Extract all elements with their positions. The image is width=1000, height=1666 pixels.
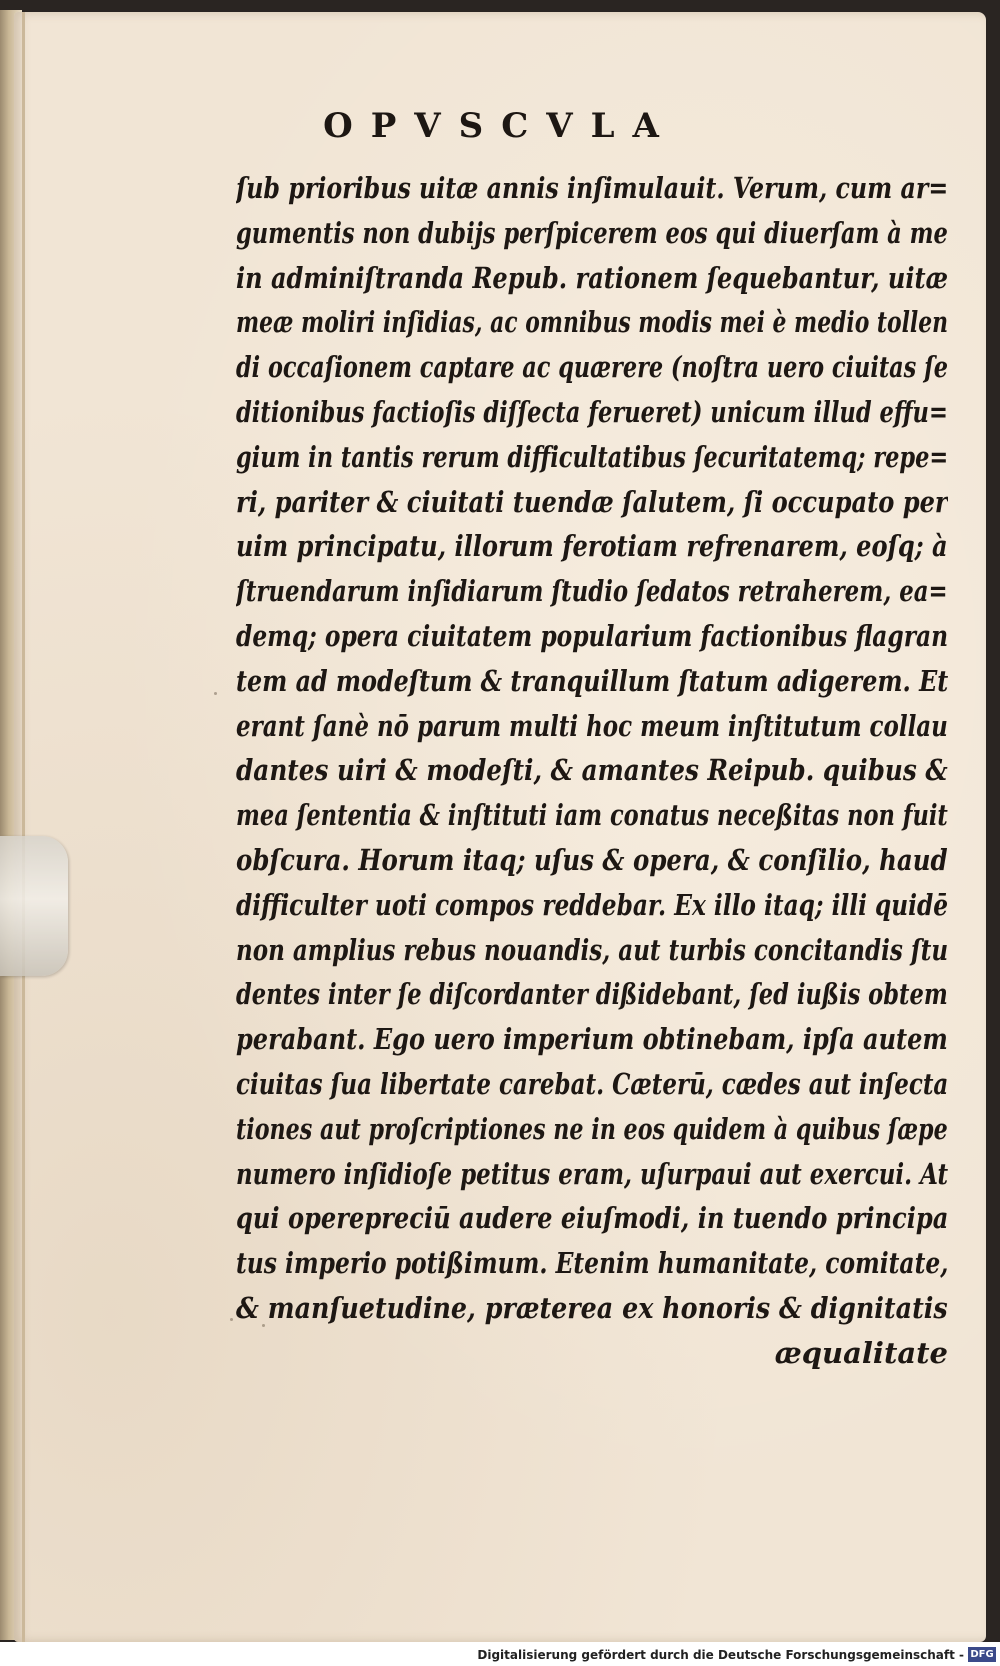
text-line: dentes inter ſe diſcordanter dißidebant, ſed iußis obtem xyxy=(236,977,948,1012)
text-line: numero inſidioſe petitus eram, uſurpaui aut exercui. At xyxy=(236,1156,948,1191)
text-line: & manſuetudine, præterea ex honoris & dignitatis xyxy=(236,1290,948,1325)
text-line: ditionibus factioſis diſſecta ferueret) unicum illud effu= xyxy=(236,394,948,429)
body-text xyxy=(236,166,948,1376)
ink-speck xyxy=(230,1318,233,1321)
text-line: tiones aut proſcriptiones ne in eos quidem à quibus ſæpe xyxy=(236,1111,948,1146)
funding-credit: Digitalisierung gefördert durch die Deutsche Forschungsgemeinschaft - xyxy=(477,1648,964,1662)
text-line: ciuitas ſua libertate carebat. Cæterū, cædes aut inſecta xyxy=(236,1066,948,1101)
text-line: meæ moliri inſidias, ac omnibus modis mei è medio tollen xyxy=(236,305,948,340)
text-line: ſub prioribus uitæ annis inſimulauit. Verum, cum ar= xyxy=(236,171,948,205)
text-line: dantes uiri & modeſti, & amantes Reipub. quibus & xyxy=(236,753,948,788)
text-line: di occaſionem captare ac quærere (noſtra uero ciuitas ſe xyxy=(236,350,948,385)
text-line: ri, pariter & ciuitati tuendæ ſalutem, ſi occupato per xyxy=(236,484,948,519)
text-line: perabant. Ego uero imperium obtinebam, ipſa autem xyxy=(236,1022,948,1057)
text-line: non amplius rebus nouandis, aut turbis concitandis ſtu xyxy=(236,932,948,967)
text-line: ſtruendarum inſidiarum ſtudio ſedatos retraherem, ea= xyxy=(236,574,948,609)
text-line: mea ſententia & inſtituti iam conatus neceßitas non fuit xyxy=(236,798,948,833)
text-line: erant ſanè nō parum multi hoc meum inſtitutum collau xyxy=(236,708,948,743)
text-line: uim principatu, illorum ferotiam refrenarem, eoſq; à xyxy=(236,529,948,564)
text-line: tus imperio potißimum. Etenim humanitate, comitate, xyxy=(236,1246,948,1281)
text-line: qui operepreciū audere eiuſmodi, in tuendo principa xyxy=(236,1201,948,1236)
dfg-logo-icon: DFG xyxy=(968,1647,996,1662)
text-line: difficulter uoti compos reddebar. Ex illo itaq; illi quidē xyxy=(236,887,948,922)
text-line: tem ad modeſtum & tranquillum ſtatum adigerem. Et xyxy=(236,663,948,698)
ink-speck xyxy=(214,692,217,695)
footer-bar xyxy=(0,1642,1000,1666)
text-line: obſcura. Horum itaq; uſus & opera, & conſilio, haud xyxy=(236,842,948,877)
text-line: gumentis non dubijs perſpicerem eos qui diuerſam à me xyxy=(236,215,948,250)
page-clip xyxy=(0,836,68,976)
page-fold-line xyxy=(22,12,25,1642)
text-line: in adminiſtranda Repub. rationem ſequebantur, uitæ xyxy=(236,260,948,295)
text-line: gium in tantis rerum difficultatibus ſecuritatemq; repe= xyxy=(236,439,948,474)
running-head: OPVSCVLA xyxy=(323,106,677,146)
text-line: demq; opera ciuitatem popularium factionibus flagran xyxy=(236,618,948,653)
catchword: æqualitate xyxy=(774,1335,948,1370)
